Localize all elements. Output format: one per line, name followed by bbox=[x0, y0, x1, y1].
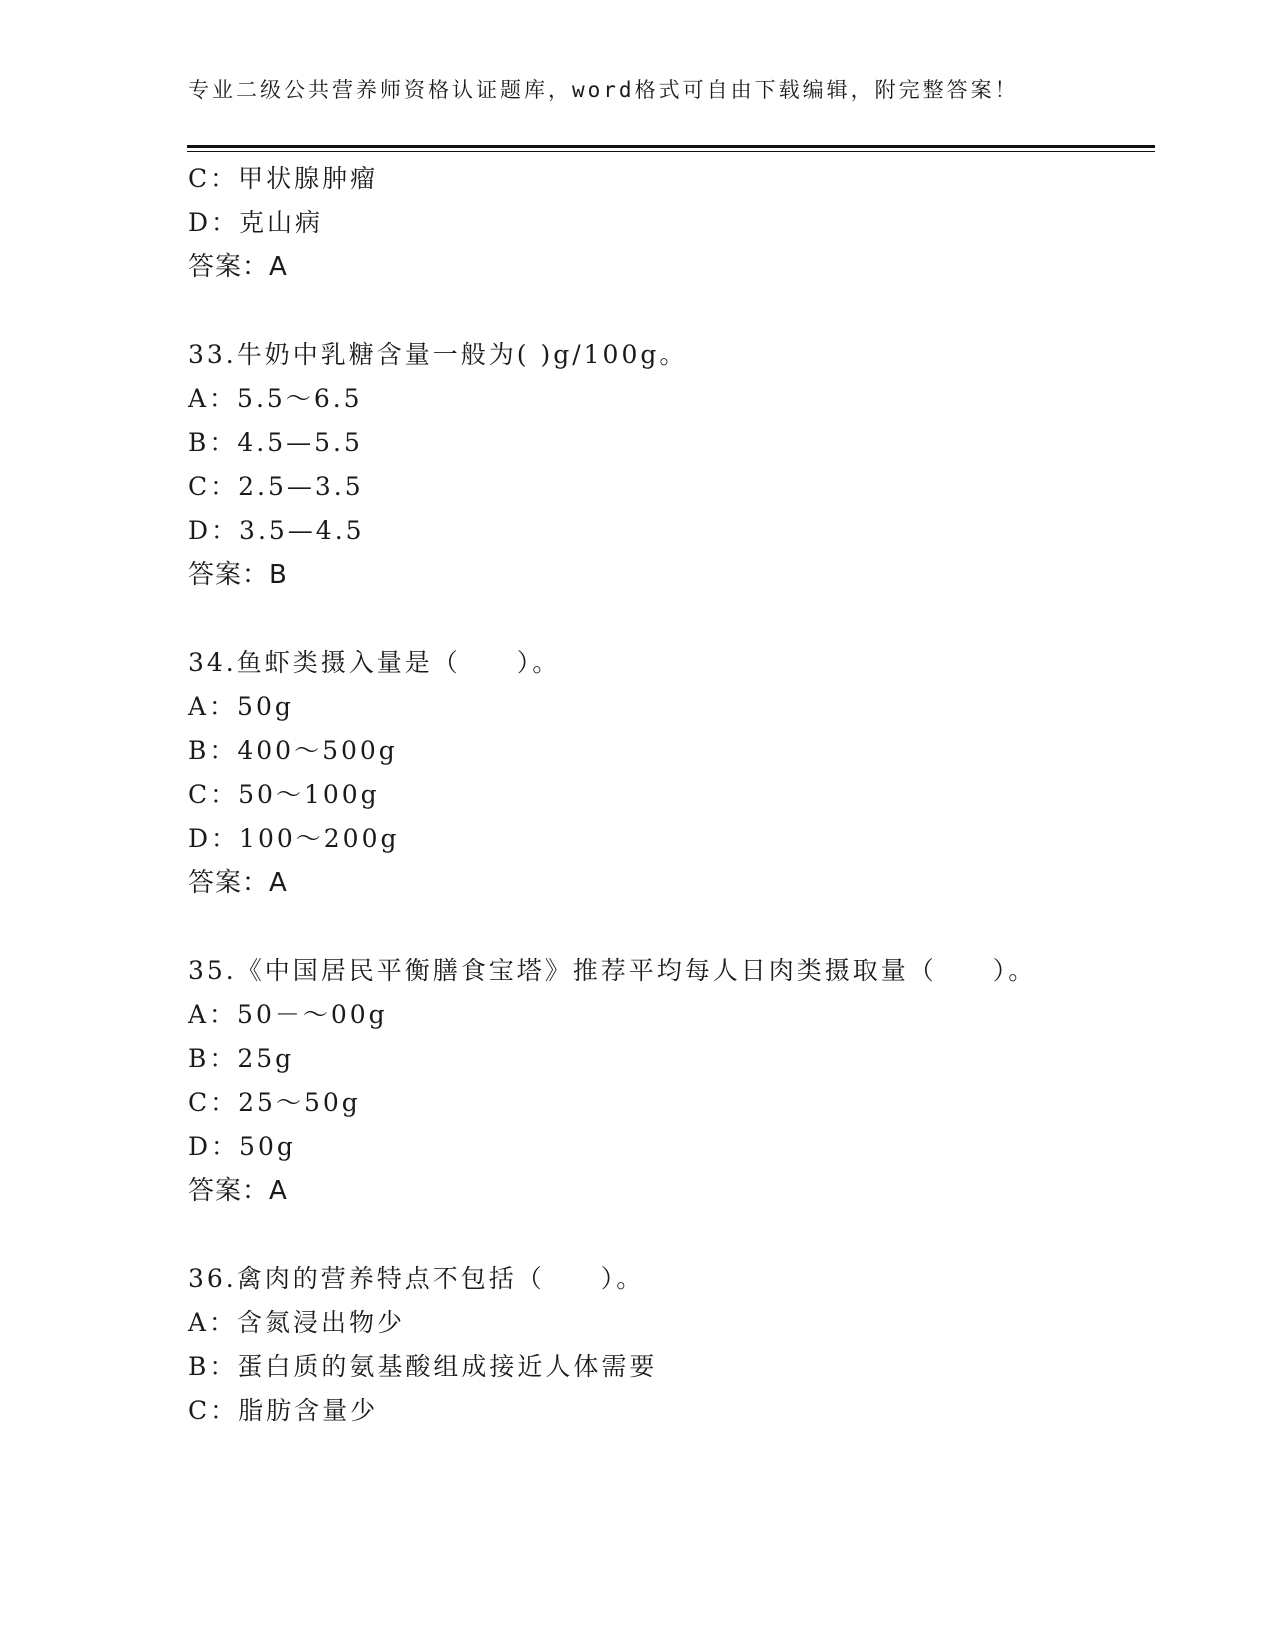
answer-line: 答案：B bbox=[188, 560, 288, 590]
option-a: A：50g bbox=[188, 692, 294, 721]
option-c: C：50～100g bbox=[188, 780, 380, 809]
option-b: B：4.5—5.5 bbox=[188, 428, 363, 457]
option-d: D：100～200g bbox=[188, 824, 400, 853]
question-36: 36.禽肉的营养特点不包括（ ）。 bbox=[188, 1264, 645, 1293]
question-34: 34.鱼虾类摄入量是（ ）。 bbox=[188, 648, 561, 677]
option-c: C：甲状腺肿瘤 bbox=[188, 164, 379, 193]
answer-line: 答案：A bbox=[188, 868, 288, 898]
option-b: B：25g bbox=[188, 1044, 295, 1073]
answer-line: 答案：A bbox=[188, 1176, 288, 1206]
option-b: B：400～500g bbox=[188, 736, 398, 765]
option-a: A：50－～00g bbox=[188, 1000, 388, 1029]
option-a: A：含氮浸出物少 bbox=[188, 1308, 406, 1337]
option-d: D：3.5—4.5 bbox=[188, 516, 365, 545]
option-b: B：蛋白质的氨基酸组成接近人体需要 bbox=[188, 1352, 658, 1381]
page-header: 专业二级公共营养师资格认证题库，word格式可自由下载编辑，附完整答案！ bbox=[188, 78, 1019, 102]
option-a: A：5.5～6.5 bbox=[188, 384, 363, 413]
option-c: C：脂肪含量少 bbox=[188, 1396, 379, 1425]
option-d: D：克山病 bbox=[188, 208, 324, 237]
question-33: 33.牛奶中乳糖含量一般为( )g/100g。 bbox=[188, 340, 688, 369]
option-d: D：50g bbox=[188, 1132, 296, 1161]
header-rule-thin bbox=[187, 151, 1155, 152]
option-c: C：25～50g bbox=[188, 1088, 361, 1117]
question-35: 35.《中国居民平衡膳食宝塔》推荐平均每人日肉类摄取量（ ）。 bbox=[188, 956, 1037, 985]
answer-line: 答案：A bbox=[188, 252, 288, 282]
header-rule bbox=[187, 145, 1155, 148]
option-c: C：2.5—3.5 bbox=[188, 472, 364, 501]
